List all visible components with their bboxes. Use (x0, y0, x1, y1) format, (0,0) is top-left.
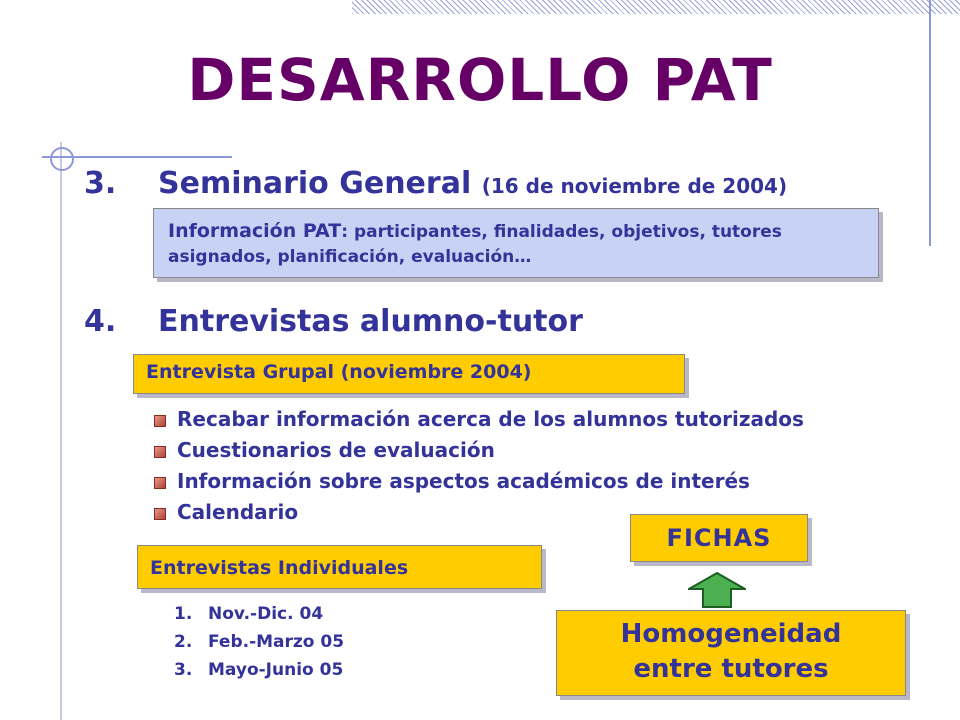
item-3-heading (158, 166, 787, 201)
dates-list (174, 600, 344, 684)
bullet-text: Cuestionarios de evaluación (177, 438, 495, 462)
bullet-text: Información sobre aspectos académicos de interés (177, 469, 750, 493)
decorative-left-line (60, 142, 62, 720)
square-bullet-icon (154, 415, 166, 427)
homogeneidad-box (556, 610, 906, 696)
bullet-text: Calendario (177, 500, 299, 524)
slide-title: DESARROLLO PAT (187, 46, 773, 114)
bullet-item (154, 466, 804, 497)
bullet-item (154, 404, 804, 435)
square-bullet-icon (154, 446, 166, 458)
homogeneidad-line-1: Homogeneidad (620, 619, 842, 649)
item-3-date: (16 de noviembre de 2004) (481, 174, 788, 198)
date-text: Mayo-Junio 05 (208, 660, 344, 680)
date-item (174, 656, 344, 684)
item-4-heading: Entrevistas alumno-tutor (158, 304, 583, 339)
item-3-number: 3. (84, 166, 117, 201)
item-4-number: 4. (84, 304, 117, 339)
decorative-circle (50, 147, 74, 171)
info-pat-label: Información PAT (168, 220, 342, 242)
decorative-hatch-bar (352, 0, 960, 14)
info-pat-box (153, 208, 879, 278)
item-3-heading-text: Seminario General (158, 166, 472, 201)
up-arrow-icon (688, 572, 746, 608)
bullet-item (154, 435, 804, 466)
bullet-list (154, 404, 804, 528)
group-interview-label: Entrevista Grupal (noviembre 2004) (133, 354, 685, 394)
square-bullet-icon (154, 477, 166, 489)
date-text: Feb.-Marzo 05 (208, 632, 345, 652)
homogeneidad-line-2: entre tutores (633, 654, 829, 684)
date-item (174, 628, 344, 656)
date-number: 1. (174, 604, 193, 624)
square-bullet-icon (154, 508, 166, 520)
fichas-box: FICHAS (630, 514, 808, 562)
date-number: 2. (174, 632, 193, 652)
date-text: Nov.-Dic. 04 (208, 604, 324, 624)
date-item (174, 600, 344, 628)
date-number: 3. (174, 660, 193, 680)
info-pat-text: : participantes, finalidades, objetivos, tutores asignados, planificación, evaluación… (168, 222, 782, 267)
decorative-vertical-line (929, 0, 931, 246)
individual-interviews-label: Entrevistas Individuales (137, 545, 542, 589)
bullet-text: Recabar información acerca de los alumnos tutorizados (177, 407, 804, 431)
